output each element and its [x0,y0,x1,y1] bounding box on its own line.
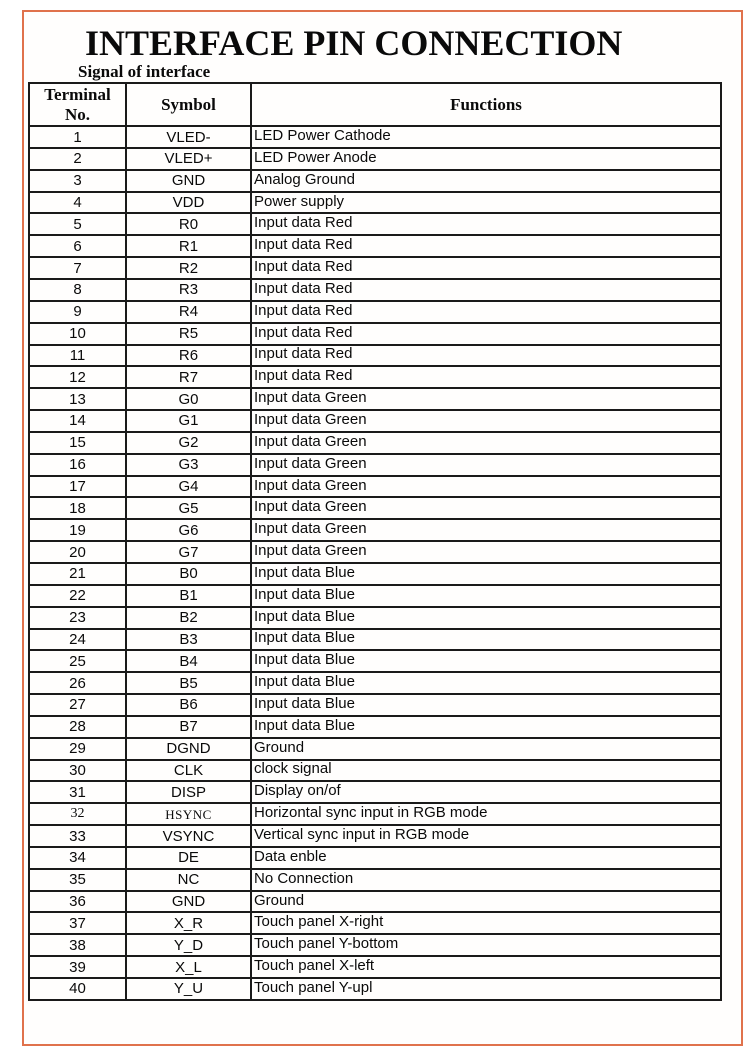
symbol-cell: Y_U [126,978,251,1000]
symbol-cell: R6 [126,345,251,367]
header-symbol: Symbol [126,83,251,126]
terminal-cell: 27 [29,694,126,716]
table-row [29,825,721,847]
table-row [29,585,721,607]
table-row [29,432,721,454]
symbol-cell: R2 [126,257,251,279]
function-cell: Input data Blue [251,607,721,629]
function-cell: Input data Red [251,257,721,279]
symbol-cell: VSYNC [126,825,251,847]
table-row [29,257,721,279]
symbol-cell: G4 [126,476,251,498]
symbol-cell: X_R [126,912,251,934]
function-cell: Input data Red [251,213,721,235]
symbol-cell: R3 [126,279,251,301]
symbol-cell: Y_D [126,934,251,956]
table-row [29,891,721,913]
symbol-cell: G3 [126,454,251,476]
function-cell: LED Power Cathode [251,126,721,148]
function-cell: Input data Red [251,345,721,367]
table-row [29,760,721,782]
terminal-cell: 30 [29,760,126,782]
table-row [29,650,721,672]
table-row [29,279,721,301]
function-cell: Input data Red [251,301,721,323]
terminal-cell: 5 [29,213,126,235]
table-row [29,366,721,388]
function-cell: Input data Red [251,235,721,257]
terminal-cell: 19 [29,519,126,541]
terminal-cell: 24 [29,629,126,651]
table-row [29,541,721,563]
function-cell: Input data Blue [251,672,721,694]
table-row [29,803,721,825]
function-cell: LED Power Anode [251,148,721,170]
pin-table-body [29,126,721,1000]
symbol-cell: B3 [126,629,251,651]
terminal-cell: 3 [29,170,126,192]
symbol-cell: VDD [126,192,251,214]
terminal-cell: 36 [29,891,126,913]
function-cell: No Connection [251,869,721,891]
symbol-cell: G7 [126,541,251,563]
terminal-cell: 1 [29,126,126,148]
table-row [29,476,721,498]
table-row [29,170,721,192]
table-row [29,934,721,956]
table-row [29,519,721,541]
table-row [29,323,721,345]
terminal-cell: 16 [29,454,126,476]
table-row [29,607,721,629]
function-cell: Input data Green [251,476,721,498]
terminal-cell: 7 [29,257,126,279]
table-row [29,629,721,651]
terminal-cell: 38 [29,934,126,956]
function-cell: Touch panel X-right [251,912,721,934]
table-row [29,672,721,694]
function-cell: Input data Green [251,410,721,432]
function-cell: Input data Green [251,454,721,476]
terminal-cell: 8 [29,279,126,301]
table-row [29,388,721,410]
function-cell: Input data Red [251,366,721,388]
terminal-cell: 13 [29,388,126,410]
page-subtitle: Signal of interface [78,62,211,81]
function-cell: Input data Blue [251,585,721,607]
symbol-cell: VLED+ [126,148,251,170]
terminal-cell: 4 [29,192,126,214]
symbol-cell: R7 [126,366,251,388]
terminal-cell: 39 [29,956,126,978]
symbol-cell: B0 [126,563,251,585]
symbol-cell: R1 [126,235,251,257]
terminal-cell: 12 [29,366,126,388]
symbol-cell: G0 [126,388,251,410]
table-row [29,410,721,432]
symbol-cell: NC [126,869,251,891]
table-row [29,716,721,738]
table-row [29,213,721,235]
table-header-row [29,83,721,126]
table-row [29,454,721,476]
terminal-cell: 28 [29,716,126,738]
function-cell: Touch panel Y-bottom [251,934,721,956]
function-cell: Touch panel X-left [251,956,721,978]
function-cell: Horizontal sync input in RGB mode [251,803,721,825]
terminal-cell: 26 [29,672,126,694]
symbol-cell: B4 [126,650,251,672]
terminal-cell: 35 [29,869,126,891]
table-row [29,738,721,760]
table-row [29,563,721,585]
symbol-cell: B6 [126,694,251,716]
terminal-cell: 34 [29,847,126,869]
table-row [29,956,721,978]
function-cell: Touch panel Y-upl [251,978,721,1000]
symbol-cell: G5 [126,497,251,519]
pin-connection-table [28,82,722,1001]
terminal-cell: 23 [29,607,126,629]
terminal-cell: 10 [29,323,126,345]
header-functions: Functions [251,83,721,126]
function-cell: Vertical sync input in RGB mode [251,825,721,847]
function-cell: Input data Blue [251,650,721,672]
table-row [29,235,721,257]
terminal-cell: 2 [29,148,126,170]
terminal-cell: 33 [29,825,126,847]
symbol-cell: G1 [126,410,251,432]
function-cell: Data enble [251,847,721,869]
symbol-cell: X_L [126,956,251,978]
symbol-cell: B5 [126,672,251,694]
function-cell: Input data Blue [251,629,721,651]
symbol-cell: VLED- [126,126,251,148]
symbol-cell: GND [126,170,251,192]
terminal-cell: 6 [29,235,126,257]
symbol-cell: HSYNC [126,803,251,825]
table-row [29,497,721,519]
table-row [29,148,721,170]
terminal-cell: 32 [29,803,126,825]
function-cell: Input data Green [251,541,721,563]
terminal-cell: 11 [29,345,126,367]
table-row [29,978,721,1000]
table-row [29,912,721,934]
table-row [29,781,721,803]
terminal-cell: 40 [29,978,126,1000]
function-cell: Ground [251,891,721,913]
function-cell: Input data Green [251,432,721,454]
function-cell: Display on/of [251,781,721,803]
terminal-cell: 21 [29,563,126,585]
table-row [29,126,721,148]
table-row [29,345,721,367]
symbol-cell: CLK [126,760,251,782]
terminal-cell: 18 [29,497,126,519]
function-cell: Input data Blue [251,716,721,738]
terminal-cell: 31 [29,781,126,803]
page-title: INTERFACE PIN CONNECTION [85,23,623,63]
table-row [29,694,721,716]
function-cell: Power supply [251,192,721,214]
symbol-cell: B7 [126,716,251,738]
function-cell: Input data Blue [251,694,721,716]
terminal-cell: 29 [29,738,126,760]
function-cell: Input data Green [251,388,721,410]
symbol-cell: G6 [126,519,251,541]
symbol-cell: R0 [126,213,251,235]
function-cell: Input data Red [251,323,721,345]
terminal-cell: 25 [29,650,126,672]
symbol-cell: DISP [126,781,251,803]
symbol-cell: R5 [126,323,251,345]
function-cell: Ground [251,738,721,760]
symbol-cell: B2 [126,607,251,629]
header-terminal-no: Terminal No. [29,83,126,126]
table-row [29,301,721,323]
function-cell: Analog Ground [251,170,721,192]
function-cell: Input data Green [251,519,721,541]
symbol-cell: B1 [126,585,251,607]
terminal-cell: 22 [29,585,126,607]
symbol-cell: DGND [126,738,251,760]
symbol-cell: DE [126,847,251,869]
function-cell: Input data Green [251,497,721,519]
table-row [29,192,721,214]
symbol-cell: GND [126,891,251,913]
symbol-cell: R4 [126,301,251,323]
terminal-cell: 14 [29,410,126,432]
function-cell: Input data Blue [251,563,721,585]
terminal-cell: 15 [29,432,126,454]
table-row [29,847,721,869]
function-cell: Input data Red [251,279,721,301]
terminal-cell: 20 [29,541,126,563]
table-row [29,869,721,891]
terminal-cell: 9 [29,301,126,323]
symbol-cell: G2 [126,432,251,454]
terminal-cell: 17 [29,476,126,498]
terminal-cell: 37 [29,912,126,934]
function-cell: clock signal [251,760,721,782]
